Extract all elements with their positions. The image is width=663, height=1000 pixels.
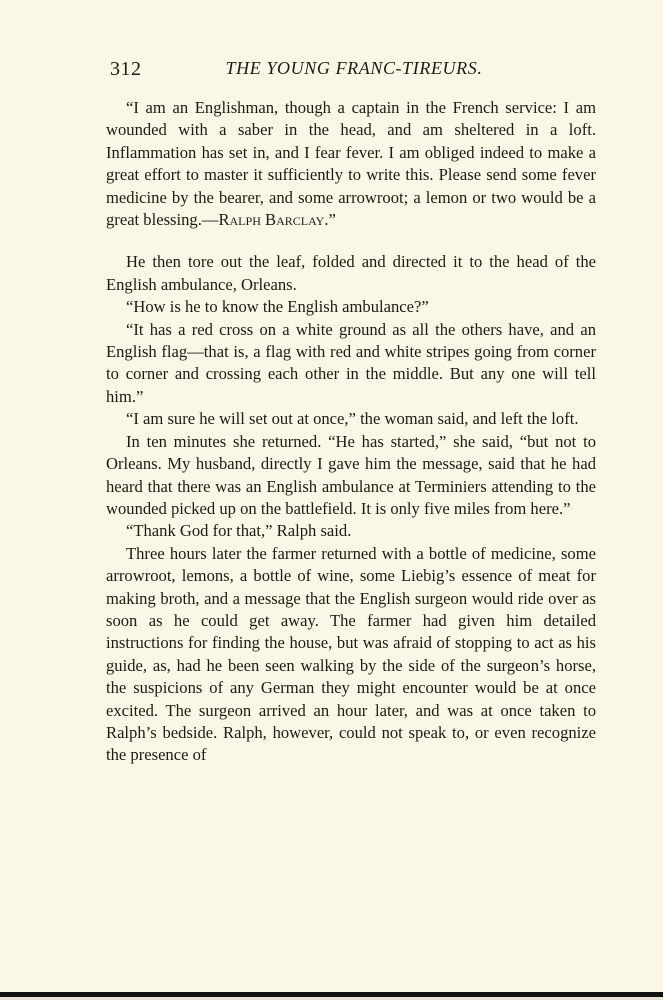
running-head: THE YOUNG FRANC-TIREURS. <box>225 58 483 78</box>
paragraph: “Thank God for that,” Ralph said. <box>126 521 352 541</box>
page-header <box>110 58 598 86</box>
paragraph: “I am sure he will set out at once,” the woman said, and left the loft. <box>126 409 579 429</box>
page-number: 312 <box>110 58 142 80</box>
body-text <box>106 97 596 767</box>
paragraph: “How is he to know the English ambulance?” <box>126 297 429 317</box>
letter-signature: Ralph Barclay <box>218 210 325 230</box>
paragraph: He then tore out the leaf, folded and directed it to the head of the English ambulance, Orleans. <box>106 252 596 294</box>
paragraph: “It has a red cross on a white ground as all the others have, and an English flag—that is, a flag with red and white stripes going from corner to corner and crossing each other in the middle. But any one will tell him.” <box>106 319 596 406</box>
letter-text: “I am an Englishman, though a captain in the French service: I am wounded with a saber in the head, and am sheltered in a loft. Inflammation has set in, and I fear fever. I am obliged indeed to make a great effort to master it sufficiently to write this. Please send some fever medicine by the bearer, and some arrowroot; a lemon or two would be a great blessing.— <box>106 98 596 230</box>
paragraph: In ten minutes she returned. “He has started,” she said, “but not to Orleans. My husband, directly I gave him the message, said that he had heard that there was an English ambulance at Terminiers attending to the wounded picked up on the battlefield. It is only five miles from here.” <box>106 431 596 518</box>
letter-paragraph <box>106 97 596 231</box>
letter-closing: .” <box>324 210 336 230</box>
paragraph: Three hours later the farmer returned with a bottle of medicine, some arrowroot, lemons, a bottle of wine, some Liebig’s essence of meat for making broth, and a message that the English surgeon would ride over as soon as he could get away. The farmer had given him detailed instructions for finding the house, but was afraid of stopping to act as his guide, as, had he been seen walking by the side of the surgeon’s horse, the suspicions of any German they might encounter would be at once excited. The surgeon arrived an hour later, and was at once taken to Ralph’s bedside. Ralph, however, could not speak to, or even recognize the presence of <box>106 543 596 765</box>
